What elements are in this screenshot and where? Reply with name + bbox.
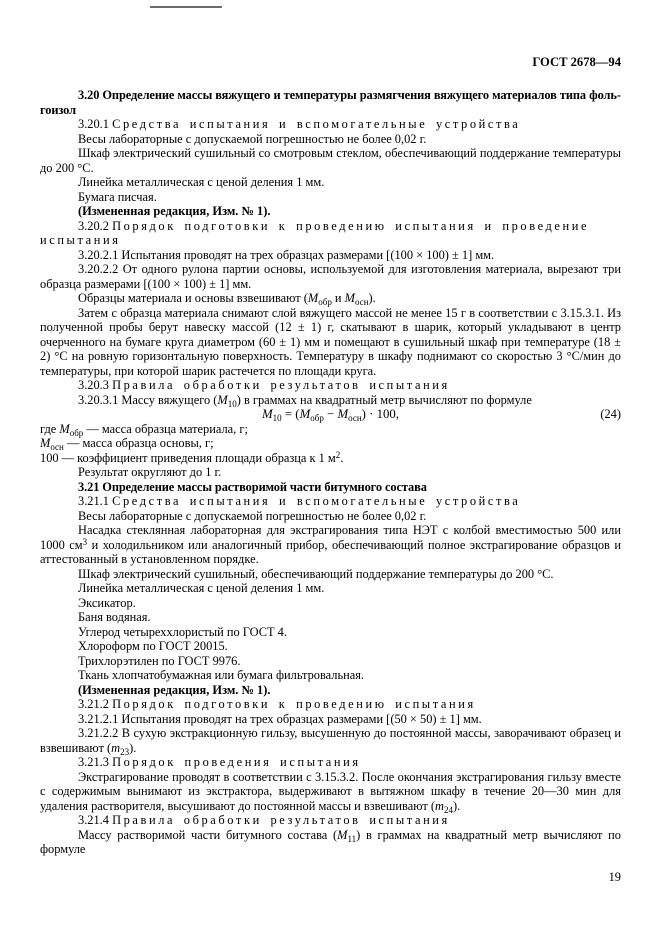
subsection-title: Правила обработки результатов испытания (112, 378, 450, 392)
document-body (40, 88, 621, 857)
paragraph: Шкаф электрический сушильный со смотровым стеклом, обеспечивающий поддержание температуры до 200 °С. (40, 146, 621, 175)
paragraph: Результат округляют до 1 г. (78, 465, 222, 479)
paragraph: Экстрагирование проводят в соответствии с 3.15.3.2. После окончания экстрагирования гильзу вместе с содержимым вынимают из экстрактора, выдерживают в вытяжном шкафу в течение 20—30 мин для удаления растворителя, высушивают до постоянной массы и взвешивают $(m_{24})$. (40, 769, 621, 815)
paragraph: Хлороформ по ГОСТ 20015. (78, 639, 228, 653)
scan-artifact (150, 6, 222, 8)
paragraph: Бумага писчая. (78, 189, 157, 204)
formula-legend-line: где $М_{обр}$ — масса образца материала, г; (40, 421, 248, 438)
paragraph: Линейка металлическая с ценой деления 1 мм. (78, 581, 325, 595)
subsection-heading (40, 378, 621, 393)
subsection-title: Правила обработки результатов испытания (112, 813, 450, 827)
subsection-heading (40, 494, 621, 509)
paragraph: 3.20.3.1 Массу вяжущего $(М_{10})$ в граммах на квадратный метр вычисляют по формуле (78, 392, 532, 409)
formula-number: (24) (600, 407, 621, 421)
paragraph: Массу растворимой части битумного состава $(М_{11})$ в граммах на квадратный метр вычисляют по формуле (40, 827, 621, 856)
paragraph: Шкаф электрический сушильный, обеспечивающий поддержание температуры до 200 °С. (78, 566, 554, 581)
subsection-heading (40, 697, 621, 712)
subsection-number: 3.21.2 (78, 697, 109, 711)
paragraph: 3.20.2.2 От одного рулона партии основы, используемой для изготовления материала, вырезают три образца размерами [(100 × 100) ± 1] мм. (40, 262, 621, 291)
subsection-number: 3.21.1 (78, 494, 109, 508)
subsection-heading (40, 813, 621, 828)
paragraph: Линейка металлическая с ценой деления 1 мм. (78, 175, 325, 189)
subsection-title: Порядок подготовки к проведению испытания (112, 697, 476, 711)
subsection-number: 3.20.2 (78, 218, 109, 233)
subsection-number: 3.21.4 (78, 813, 109, 827)
paragraph: Насадка стеклянная лабораторная для экстрагирования типа НЭТ с колбой вместимостью 500 или 1000 $см^3$ и холодильником или аналогичный прибор, обеспечивающий полное экстрагирование образцов и аттестованный в установленном порядке. (40, 523, 621, 566)
subsection-number: 3.20.3 (78, 378, 109, 392)
subsection-heading (40, 219, 621, 248)
subsection-number: 3.21.3 (78, 755, 109, 769)
formula-legend-line: 100 — коэффициент приведения площади образца к 1 $м^2$. (40, 449, 344, 465)
subsection-title: Порядок подготовки к проведению испытания и проведение испытания (40, 218, 590, 247)
subsection-heading (40, 117, 621, 132)
subsection-heading (40, 755, 621, 770)
paragraph: Трихлорэтилен по ГОСТ 9976. (78, 653, 241, 668)
subsection-number: 3.20.1 (78, 117, 109, 131)
paragraph: Весы лабораторные с допускаемой погрешностью не более 0,02 г. (78, 131, 427, 146)
paragraph: Весы лабораторные с допускаемой погрешностью не более 0,02 г. (78, 508, 427, 523)
subsection-title: Порядок проведения испытания (112, 755, 361, 769)
paragraph: Углерод четыреххлористый по ГОСТ 4. (78, 624, 287, 639)
amendment-note: (Измененная редакция, Изм. № 1). (78, 682, 271, 697)
paragraph: 3.21.2.2 В сухую экстракционную гильзу, высушенную до постоянной массы, заворачивают образец и взвешивают $(m_{23})$. (40, 726, 621, 757)
section-heading: 3.21 Определение массы растворимой части битумного состава (78, 479, 427, 494)
formula-legend-line: $М_{осн}$ — масса образца основы, г; (40, 436, 214, 452)
subsection-title: Средства испытания и вспомогательные устройства (112, 494, 521, 508)
paragraph: 3.20.2.1 Испытания проводят на трех образцах размерами [(100 × 100) ± 1] мм. (78, 247, 495, 262)
formula-expression: $М_{10} = (М_{обр} - М_{осн}) \cdot 100$, (262, 407, 399, 423)
paragraph: Баня водяная. (78, 610, 151, 624)
subsection-title: Средства испытания и вспомогательные устройства (112, 117, 521, 131)
paragraph: Ткань хлопчатобумажная или бумага фильтровальная. (78, 668, 365, 682)
section-heading: 3.20 Определение массы вяжущего и температуры размягчения вяжущего материалов типа фольгоизол (40, 88, 621, 117)
paragraph: 3.21.2.1 Испытания проводят на трех образцах размерами [(50 × 50) ± 1] мм. (78, 711, 482, 726)
formula (40, 407, 621, 422)
amendment-note: (Измененная редакция, Изм. № 1). (78, 204, 271, 218)
paragraph: Затем с образца материала снимают слой вяжущего массой не менее 15 г в соответствии с 3.15.3.1. Из полученной пробы берут навеску массой (12 ± 1) г, скатывают в шарик, который укладывают в центр очерченного на бумаге круга диаметром (60 ± 1) мм и помещают в сушильный шкаф при температуре (18 ± 2) °С на ровную горизонтальную поверхность. Температуру в шкафу поднимают со скоростью 3 °С/мин до температуры, при которой шарик растечется по площади круга. (40, 305, 621, 378)
paragraph: Образцы материала и основы взвешивают ($М_{обр}$ и $М_{осн}$). (78, 291, 376, 307)
paragraph: Эксикатор. (78, 595, 136, 610)
standard-number: ГОСТ 2678—94 (532, 55, 621, 69)
document-header (40, 55, 621, 70)
page-number: 19 (608, 870, 621, 884)
